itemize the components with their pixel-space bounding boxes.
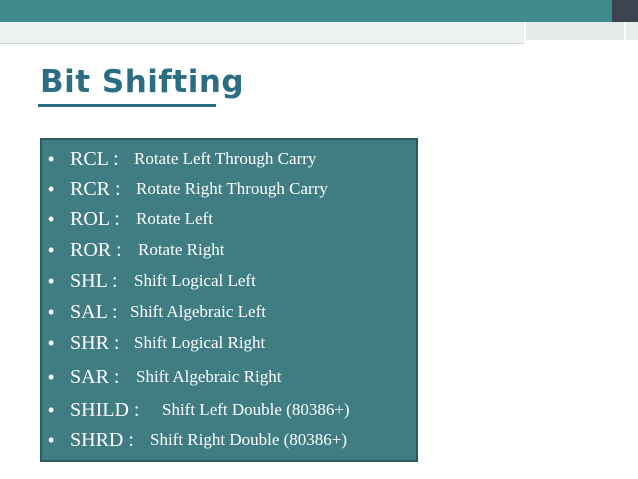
bullet-icon: •: [48, 302, 55, 322]
instruction-description: Shift Logical Left: [134, 271, 256, 290]
instruction-mnemonic: SAL :: [70, 301, 118, 323]
title-underline: [38, 104, 216, 107]
instruction-description: Shift Algebraic Right: [136, 367, 282, 386]
instruction-description: Shift Logical Right: [134, 333, 266, 352]
decorative-strip-middle: [526, 22, 624, 40]
instruction-description: Shift Algebraic Left: [130, 302, 266, 321]
bullet-icon: •: [48, 149, 55, 169]
instruction-mnemonic: ROR :: [70, 239, 122, 261]
instruction-description: Rotate Right: [138, 240, 225, 259]
instruction-mnemonic: SAR :: [70, 366, 120, 388]
bullet-icon: •: [48, 209, 55, 229]
instruction-description: Rotate Left Through Carry: [134, 149, 317, 168]
instruction-description: Shift Right Double (80386+): [150, 430, 348, 449]
bullet-icon: •: [48, 367, 55, 387]
bullet-icon: •: [48, 400, 55, 420]
top-decorative-band: [0, 0, 638, 22]
decorative-strip-right: [626, 22, 638, 40]
instruction-mnemonic: SHRD :: [70, 429, 134, 451]
bullet-icon: •: [48, 240, 55, 260]
bullet-icon: •: [48, 179, 55, 199]
instruction-mnemonic: ROL :: [70, 208, 120, 230]
bullet-icon: •: [48, 333, 55, 353]
bullet-icon: •: [48, 271, 55, 291]
instruction-mnemonic: SHR :: [70, 332, 120, 354]
top-band-teal: [0, 0, 612, 22]
instruction-mnemonic: RCL :: [70, 148, 119, 170]
instruction-mnemonic: SHL :: [70, 270, 118, 292]
slide-title: Bit Shifting: [40, 64, 245, 100]
instruction-list-box: [40, 138, 418, 462]
bullet-icon: •: [48, 430, 55, 450]
top-band-dark: [612, 0, 638, 22]
instruction-mnemonic: SHILD :: [70, 399, 140, 421]
instruction-description: Rotate Right Through Carry: [136, 179, 328, 198]
instruction-mnemonic: RCR :: [70, 178, 121, 200]
instruction-description: Shift Left Double (80386+): [162, 400, 350, 419]
instruction-description: Rotate Left: [136, 209, 213, 228]
decorative-strip-left: [0, 22, 524, 44]
